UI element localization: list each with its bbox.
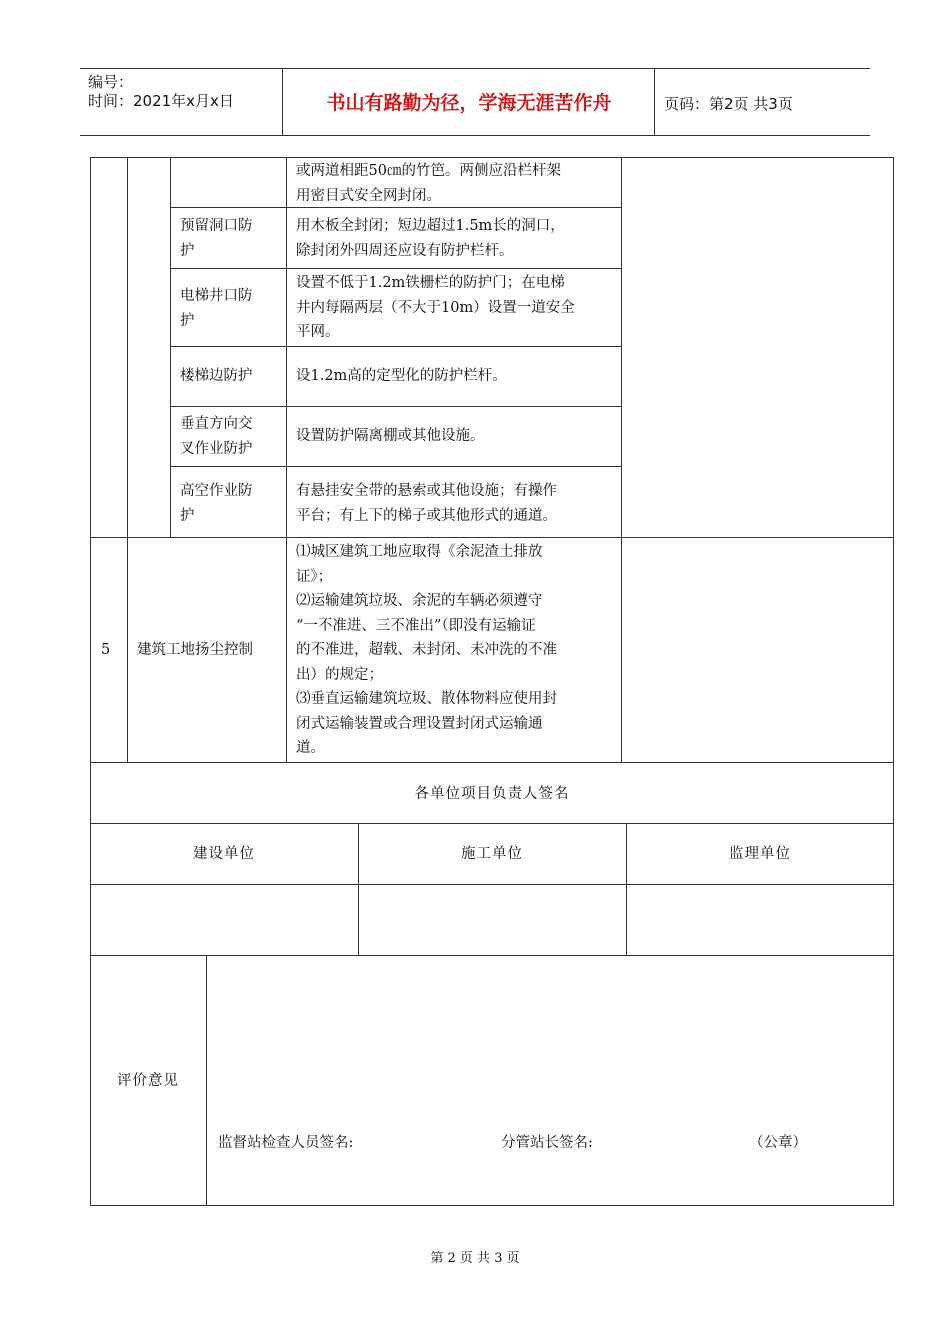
signature-col-construction-unit: 建设单位	[193, 846, 255, 862]
director-signature-label: 分管站长签名:	[501, 1135, 593, 1151]
item-name-work-at-height: 高空作业防 护	[180, 483, 253, 524]
table-rule	[206, 955, 207, 1206]
table-rule	[170, 157, 171, 538]
dust-control-requirements: ⑴城区建筑工地应取得《余泥渣土排放 证》； ⑵运输建筑垃圾、余泥的车辆必须遵守 “一不准进、三不准出”（即没有运输证 的不准进，超载、未封闭、未冲洗的不准 出）的规定； ⑶垂直运输建筑垃圾、散体物料应使用封 闭式运输装置或合理设置封闭式运输通 道。	[296, 544, 557, 756]
table-rule	[90, 1205, 894, 1206]
doc-number-label: 编号：	[88, 73, 134, 91]
table-rule	[170, 346, 621, 347]
table-rule	[170, 466, 621, 467]
table-rule	[170, 406, 621, 407]
header-top-rule	[80, 68, 870, 69]
signature-box-supervisor[interactable]	[627, 885, 892, 954]
table-rule	[893, 157, 894, 1206]
header-bottom-rule	[80, 135, 870, 136]
item-name-stair-edge: 楼梯边防护	[180, 368, 253, 384]
item-title-dust-control: 建筑工地扬尘控制	[137, 642, 253, 658]
page-indicator: 页码：第2页 共3页	[664, 95, 793, 113]
table-rule	[90, 823, 894, 824]
signatures-title: 各单位项目负责人签名	[414, 786, 570, 802]
table-rule	[90, 537, 894, 538]
signature-box-contractor[interactable]	[359, 885, 625, 954]
table-rule	[286, 157, 287, 763]
table-rule	[127, 157, 128, 763]
requirement-text: 或两道相距50㎝的竹笆。两侧应沿栏杆架 用密目式安全网封闭。	[296, 163, 561, 204]
signature-box-construction-unit[interactable]	[91, 885, 357, 954]
requirement-text: 设置不低于1.2m铁栅栏的防护门；在电梯 井内每隔两层（不大于10m）设置一道安全 平网。	[296, 275, 575, 340]
table-rule	[170, 268, 621, 269]
table-rule	[90, 157, 894, 158]
item-name-cross-operation: 垂直方向交 叉作业防护	[180, 416, 253, 457]
table-rule	[90, 762, 894, 763]
requirement-text: 用木板全封闭；短边超过1.5m长的洞口， 除封闭外四周还应设有防护栏杆。	[296, 218, 565, 259]
item-name-reserved-opening: 预留洞口防 护	[180, 218, 253, 259]
signature-col-supervisor: 监理单位	[729, 846, 791, 862]
table-rule	[90, 157, 91, 1206]
table-rule	[621, 157, 622, 763]
header-divider	[654, 69, 655, 135]
page-footer: 第 2 页 共 3 页	[430, 1251, 520, 1266]
requirement-text: 有悬挂安全带的悬索或其他设施；有操作 平台；有上下的梯子或其他形式的通道。	[296, 483, 557, 524]
inspector-signature-label: 监督站检查人员签名:	[218, 1135, 354, 1151]
item-number: 5	[101, 642, 111, 658]
requirement-text: 设置防护隔离棚或其他设施。	[296, 428, 485, 444]
header-motto: 书山有路勤为径，学海无涯苦作舟	[326, 92, 612, 114]
official-seal-label: （公章）	[749, 1135, 807, 1151]
table-rule	[90, 955, 894, 956]
doc-time-label: 时间：2021年x月x日	[88, 92, 234, 110]
requirement-text: 设1.2m高的定型化的防护栏杆。	[296, 368, 507, 384]
evaluation-label: 评价意见	[117, 1073, 179, 1089]
item-name-elevator-shaft: 电梯井口防 护	[180, 288, 253, 329]
signature-col-contractor: 施工单位	[461, 846, 523, 862]
header-divider	[282, 69, 283, 135]
